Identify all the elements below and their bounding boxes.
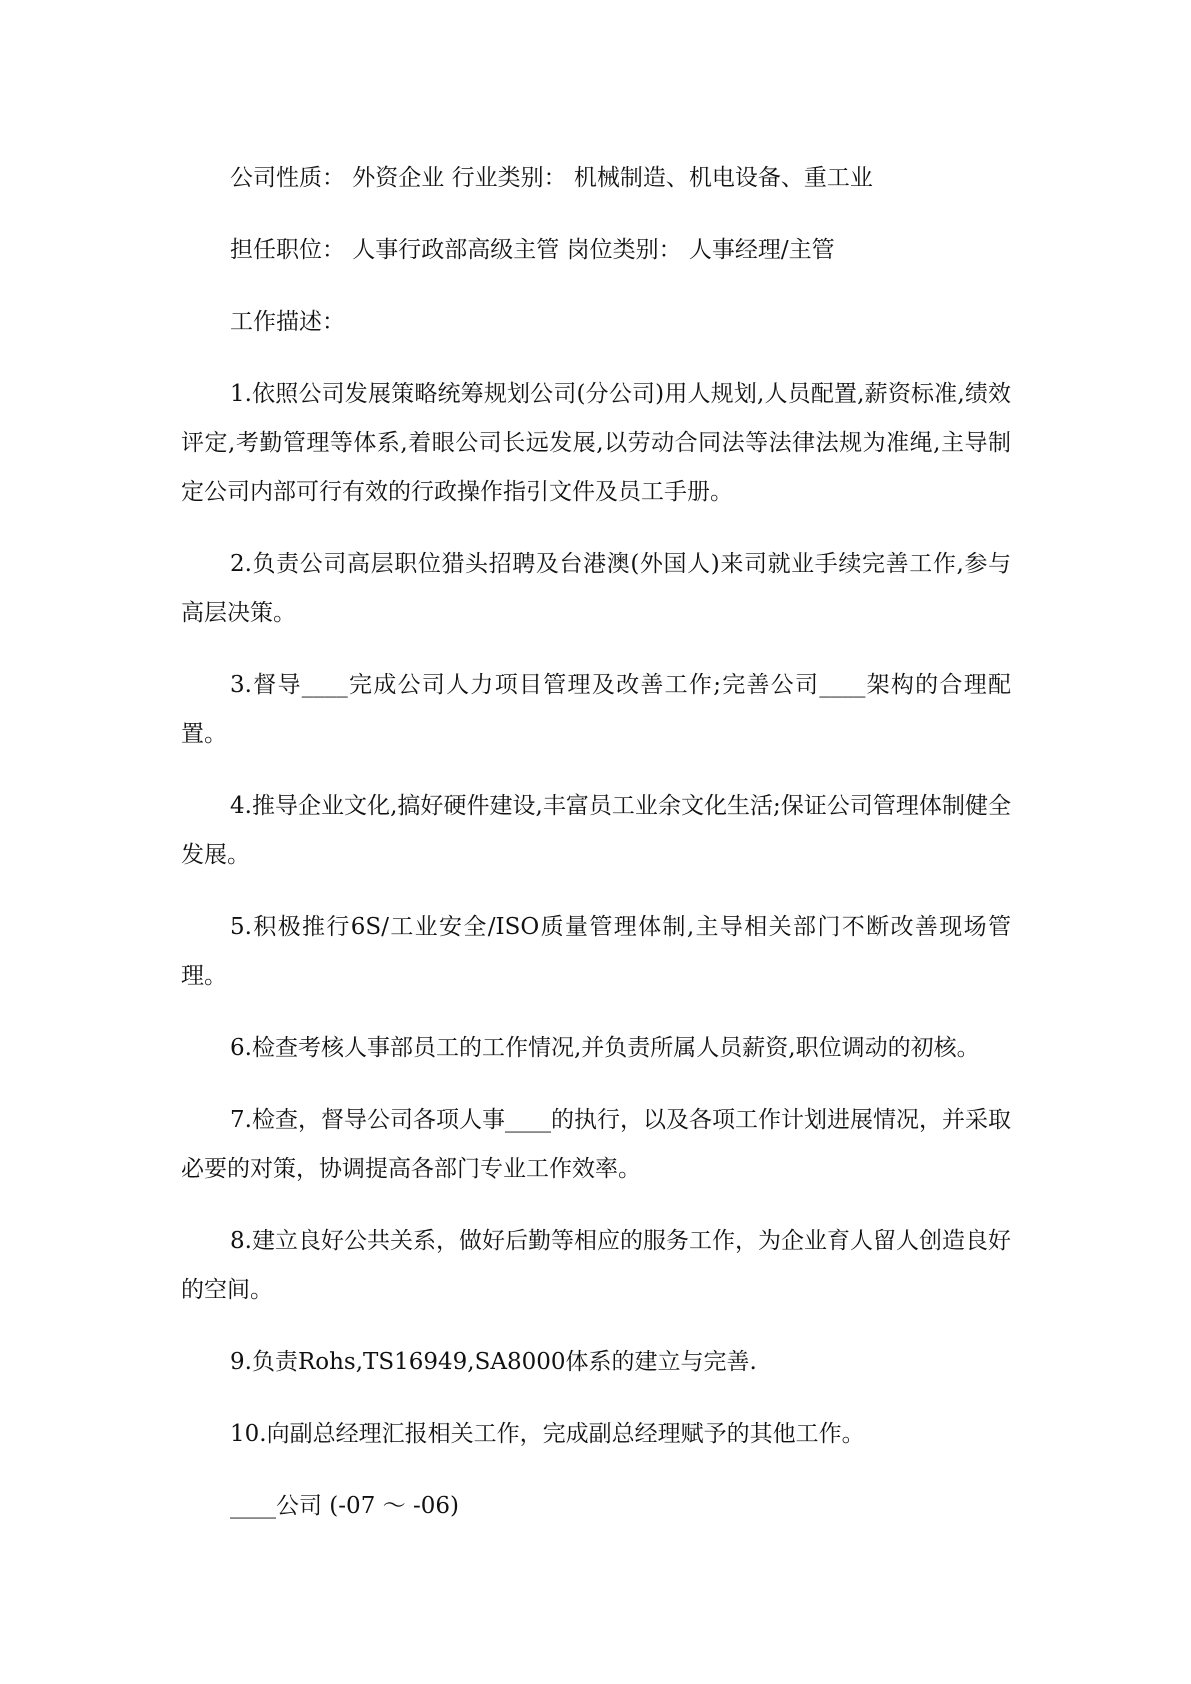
- employer-period-line: ____公司 (-07 ～ -06): [230, 1493, 459, 1519]
- duty-item-2: 2.负责公司高层职位猎头招聘及台港澳(外国人)来司就业手续完善工作,参与高层决策。: [181, 551, 1011, 626]
- duty-item-4: 4.推导企业文化,搞好硬件建设,丰富员工业余文化生活;保证公司管理体制健全发展。: [181, 793, 1011, 868]
- duty-item-1: 1.依照公司发展策略统筹规划公司(分公司)用人规划,人员配置,薪资标准,绩效评定,考勤管理等体系,着眼公司长远发展,以劳动合同法等法律法规为准绳,主导制定公司内部可行有效的行政操作指引文件及员工手册。: [181, 381, 1011, 505]
- duty-item-9: 9.负责Rohs,TS16949,SA8000体系的建立与完善.: [230, 1349, 757, 1375]
- company-info-line: 公司性质： 外资企业 行业类别： 机械制造、机电设备、重工业: [230, 165, 873, 191]
- position-info-line: 担任职位： 人事行政部高级主管 岗位类别： 人事经理/主管: [230, 237, 835, 263]
- document-body: [181, 154, 1011, 1531]
- job-description-heading: 工作描述：: [230, 309, 345, 335]
- duty-item-5: 5.积极推行6S/工业安全/ISO质量管理体制,主导相关部门不断改善现场管理。: [181, 914, 1011, 989]
- duty-item-6: 6.检查考核人事部员工的工作情况,并负责所属人员薪资,职位调动的初核。: [230, 1035, 980, 1061]
- duty-item-3: 3.督导____完成公司人力项目管理及改善工作;完善公司____架构的合理配置。: [181, 672, 1011, 747]
- duty-item-8: 8.建立良好公共关系，做好后勤等相应的服务工作，为企业育人留人创造良好的空间。: [181, 1228, 1011, 1303]
- duty-item-7: 7.检查，督导公司各项人事____的执行，以及各项工作计划进展情况，并采取必要的对策，协调提高各部门专业工作效率。: [181, 1107, 1011, 1182]
- duty-item-10: 10.向副总经理汇报相关工作，完成副总经理赋予的其他工作。: [230, 1421, 865, 1447]
